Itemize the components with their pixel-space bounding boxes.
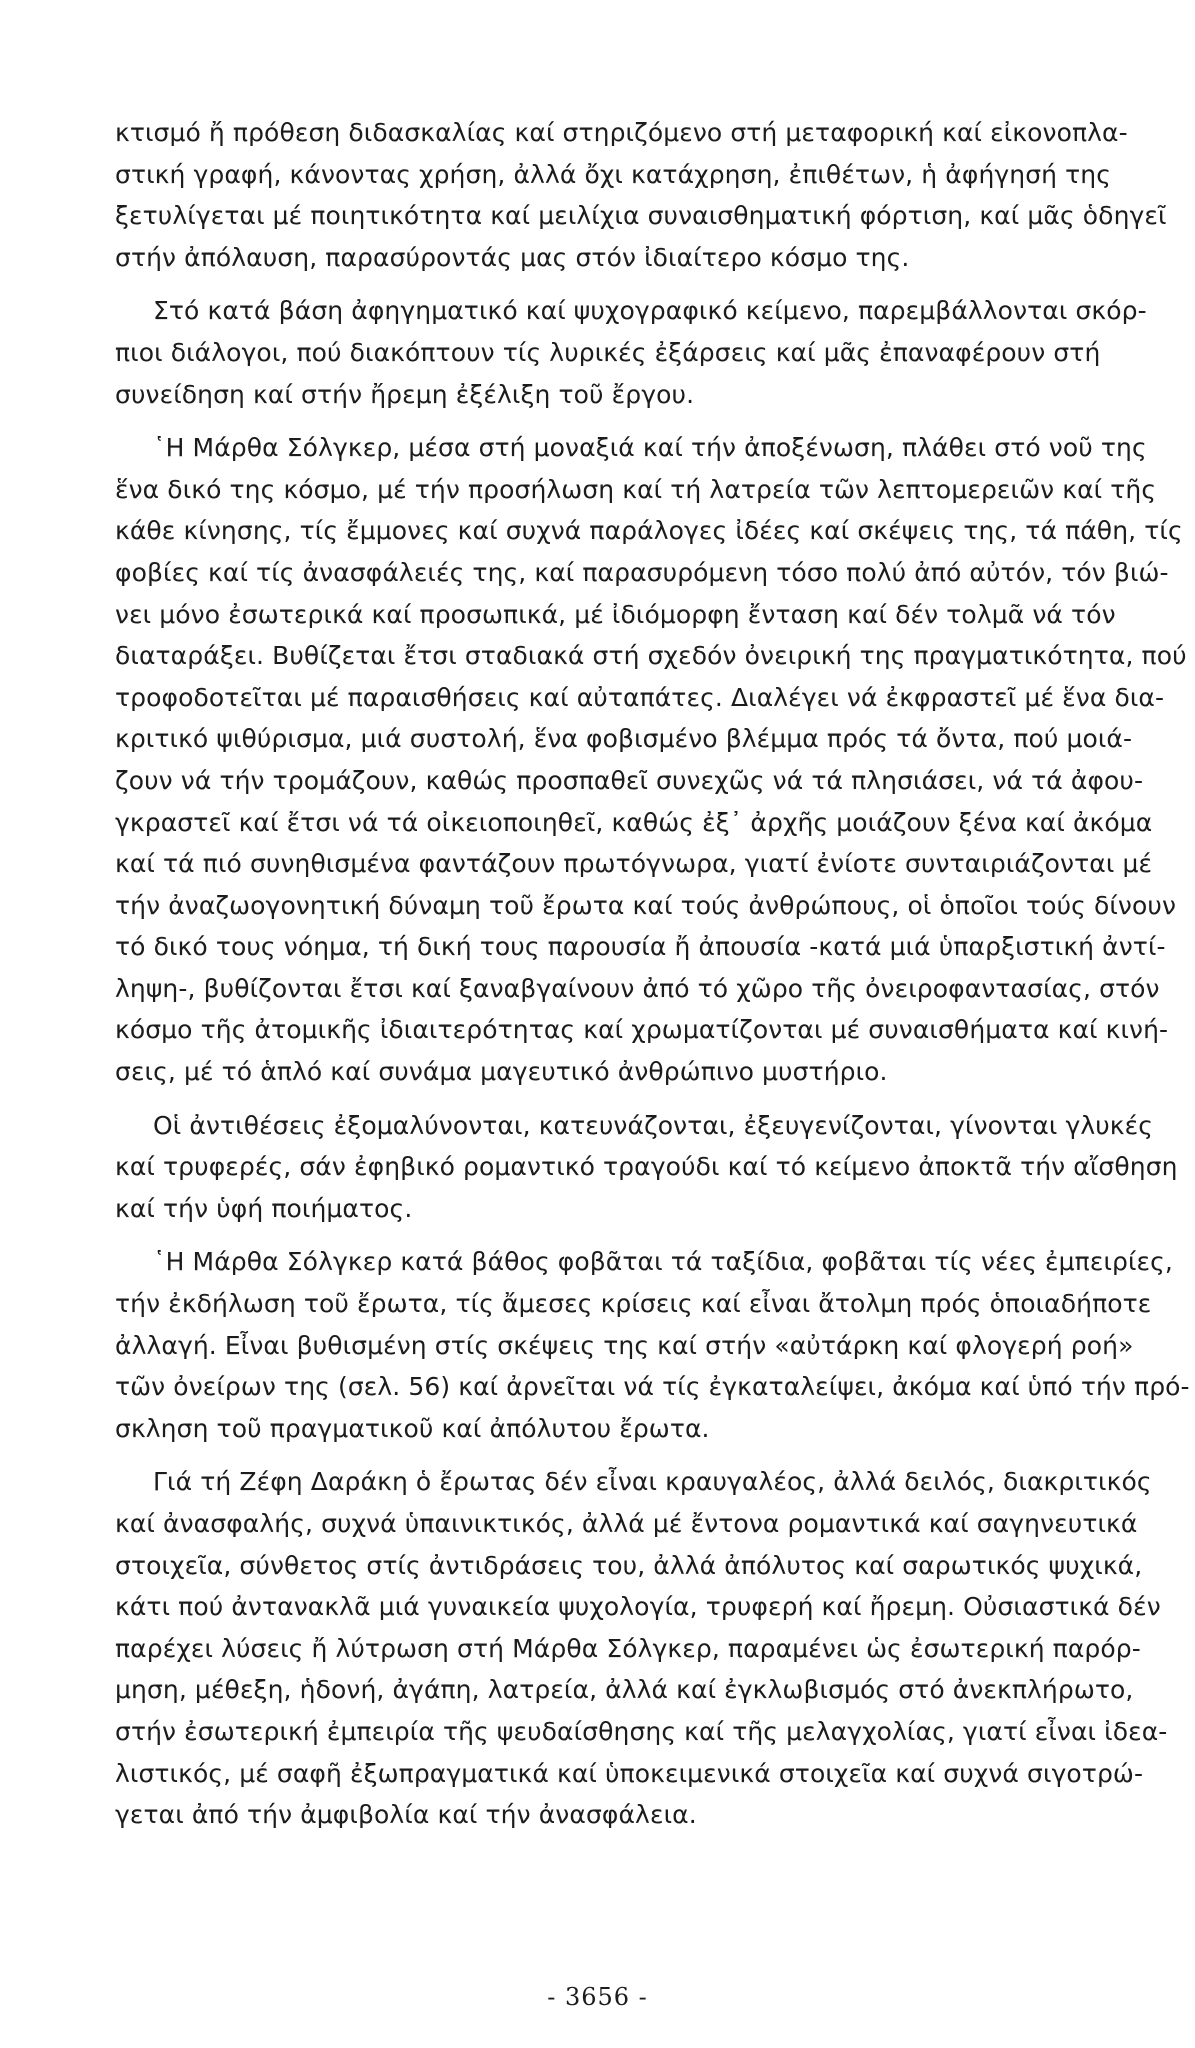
text-line: ζουν νά τήν τρομάζουν, καθώς προσπαθεῖ συνεχῶς νά τά πλησιάσει, νά τά ἀφου- <box>115 765 1144 795</box>
text-line: ληψη-, βυθίζονται ἔτσι καί ξαναβγαίνουν ἀπό τό χῶρο τῆς ὀνειροφαντασίας, στόν <box>115 973 1160 1003</box>
text-line: ξετυλίγεται μέ ποιητικότητα καί μειλίχια συναισθηματική φόρτιση, καί μᾶς ὁδηγεῖ <box>115 201 1167 231</box>
text-line: στοιχεῖα, σύνθετος στίς ἀντιδράσεις του, ἀλλά ἀπόλυτος καί σαρωτικός ψυχικά, <box>115 1550 1143 1580</box>
text-line: φοβίες καί τίς ἀνασφάλειές της, καί παρασυρόμενη τόσο πολύ ἀπό αὐτόν, τόν βιώ- <box>115 557 1169 587</box>
page-number: - 3656 - <box>547 1983 648 2011</box>
text-line: καί τά πιό συνηθισμένα φαντάζουν πρωτόγνωρα, γιατί ἐνίοτε συνταιριάζονται μέ <box>115 849 1153 879</box>
text-line: συνείδηση καί στήν ἤρεμη ἐξέλιξη τοῦ ἔργου. <box>115 379 695 409</box>
paragraph <box>115 1105 1178 1230</box>
text-line: τῶν ὀνείρων της (σελ. 56) καί ἀρνεῖται νά τίς ἐγκαταλείψει, ἀκόμα καί ὑπό τήν πρό- <box>115 1372 1190 1402</box>
text-line: γκραστεῖ καί ἔτσι νά τά οἰκειοποιηθεῖ, καθώς ἐξ᾿ ἀρχῆς μοιάζουν ξένα καί ἀκόμα <box>115 807 1153 837</box>
text-line: τήν ἀναζωογονητική δύναμη τοῦ ἔρωτα καί τούς ἀνθρώπους, οἱ ὁποῖοι τούς δίνουν <box>115 890 1177 920</box>
paragraph <box>115 1461 1168 1835</box>
text-line: κόσμο τῆς ἀτομικῆς ἰδιαιτερότητας καί χρωματίζονται μέ συναισθήματα καί κινή- <box>115 1015 1169 1045</box>
text-line: ῾Η Μάρθα Σόλγκερ κατά βάθος φοβᾶται τά ταξίδια, φοβᾶται τίς νέες ἐμπειρίες, <box>153 1247 1173 1277</box>
paragraph <box>115 1241 1190 1449</box>
text-line: Γιά τή Ζέφη Δαράκη ὁ ἔρωτας δέν εἶναι κραυγαλέος, ἀλλά δειλός, διακριτικός <box>153 1467 1152 1497</box>
text-line: ἕνα δικό της κόσμο, μέ τήν προσήλωση καί τή λατρεία τῶν λεπτομερειῶν καί τῆς <box>115 474 1157 504</box>
text-line: κάθε κίνησης, τίς ἔμμονες καί συχνά παράλογες ἰδέες καί σκέψεις της, τά πάθη, τίς <box>115 516 1183 546</box>
text-line: τήν ἐκδήλωση τοῦ ἔρωτα, τίς ἄμεσες κρίσεις καί εἶναι ἄτολμη πρός ὁποιαδήποτε <box>115 1289 1152 1319</box>
document-body <box>115 112 1190 1848</box>
text-line: τό δικό τους νόημα, τή δική τους παρουσία ἤ ἀπουσία -κατά μιά ὑπαρξιστική ἀντί- <box>115 932 1166 962</box>
text-line: μηση, μέθεξη, ἡδονή, ἀγάπη, λατρεία, ἀλλά καί ἐγκλωβισμός στό ἀνεκπλήρωτο, <box>115 1675 1134 1705</box>
text-line: καί τρυφερές, σάν ἐφηβικό ρομαντικό τραγούδι καί τό κείμενο ἀποκτᾶ τήν αἴσθηση <box>115 1152 1178 1182</box>
text-line: σεις, μέ τό ἁπλό καί συνάμα μαγευτικό ἀνθρώπινο μυστήριο. <box>115 1057 888 1087</box>
text-line: κτισμό ἤ πρόθεση διδασκαλίας καί στηριζόμενο στή μεταφορική καί εἰκονοπλα- <box>115 118 1128 147</box>
text-line: κριτικό ψιθύρισμα, μιά συστολή, ἕνα φοβισμένο βλέμμα πρός τά ὄντα, πού μοιά- <box>115 724 1133 754</box>
paragraph <box>115 112 1167 278</box>
text-line: κάτι πού ἀντανακλᾶ μιά γυναικεία ψυχολογία, τρυφερή καί ἤρεμη. Οὐσιαστικά δέν <box>115 1592 1161 1622</box>
text-line: Στό κατά βάση ἀφηγηματικό καί ψυχογραφικό κείμενο, παρεμβάλλονται σκόρ- <box>153 296 1147 326</box>
text-line: ἀλλαγή. Εἶναι βυθισμένη στίς σκέψεις της καί στήν «αὐτάρκη καί φλογερή ροή» <box>115 1330 1134 1360</box>
text-line: τροφοδοτεῖται μέ παραισθήσεις καί αὐταπάτες. Διαλέγει νά ἐκφραστεῖ μέ ἕνα δια- <box>115 682 1165 712</box>
text-line: ῾Η Μάρθα Σόλγκερ, μέσα στή μοναξιά καί τήν ἀποξένωση, πλάθει στό νοῦ της <box>153 433 1147 463</box>
text-line: διαταράξει. Βυθίζεται ἔτσι σταδιακά στή σχεδόν ὀνειρική της πραγματικότητα, πού <box>115 641 1187 671</box>
text-line: νει μόνο ἐσωτερικά καί προσωπικά, μέ ἰδιόμορφη ἔνταση καί δέν τολμᾶ νά τόν <box>115 599 1116 629</box>
text-line: στική γραφή, κάνοντας χρήση, ἀλλά ὄχι κατάχρηση, ἐπιθέτων, ἡ ἀφήγησή της <box>115 159 1112 189</box>
text-line: παρέχει λύσεις ἤ λύτρωση στή Μάρθα Σόλγκερ, παραμένει ὡς ἐσωτερική παρόρ- <box>115 1633 1141 1663</box>
text-line: Οἱ ἀντιθέσεις ἐξομαλύνονται, κατευνάζονται, ἐξευγενίζονται, γίνονται γλυκές <box>153 1110 1154 1140</box>
text-line: λιστικός, μέ σαφῆ ἐξωπραγματικά καί ὑποκειμενικά στοιχεῖα καί συχνά σιγοτρώ- <box>115 1758 1144 1788</box>
text-line: σκληση τοῦ πραγματικοῦ καί ἀπόλυτου ἔρωτα. <box>115 1413 710 1443</box>
paragraph <box>115 290 1147 415</box>
text-line: στήν ἀπόλαυση, παρασύροντάς μας στόν ἰδιαίτερο κόσμο της. <box>115 242 910 272</box>
paragraph <box>115 427 1187 1093</box>
text-line: καί τήν ὑφή ποιήματος. <box>115 1193 413 1223</box>
text-line: πιοι διάλογοι, πού διακόπτουν τίς λυρικές ἐξάρσεις καί μᾶς ἐπαναφέρουν στή <box>115 337 1101 367</box>
text-line: γεται ἀπό τήν ἀμφιβολία καί τήν ἀνασφάλεια. <box>115 1800 697 1830</box>
text-line: καί ἀνασφαλής, συχνά ὑπαινικτικός, ἀλλά μέ ἔντονα ρομαντικά καί σαγηνευτικά <box>115 1509 1138 1538</box>
text-line: στήν ἐσωτερική ἐμπειρία τῆς ψευδαίσθησης καί τῆς μελαγχολίας, γιατί εἶναι ἰδεα- <box>115 1716 1168 1746</box>
